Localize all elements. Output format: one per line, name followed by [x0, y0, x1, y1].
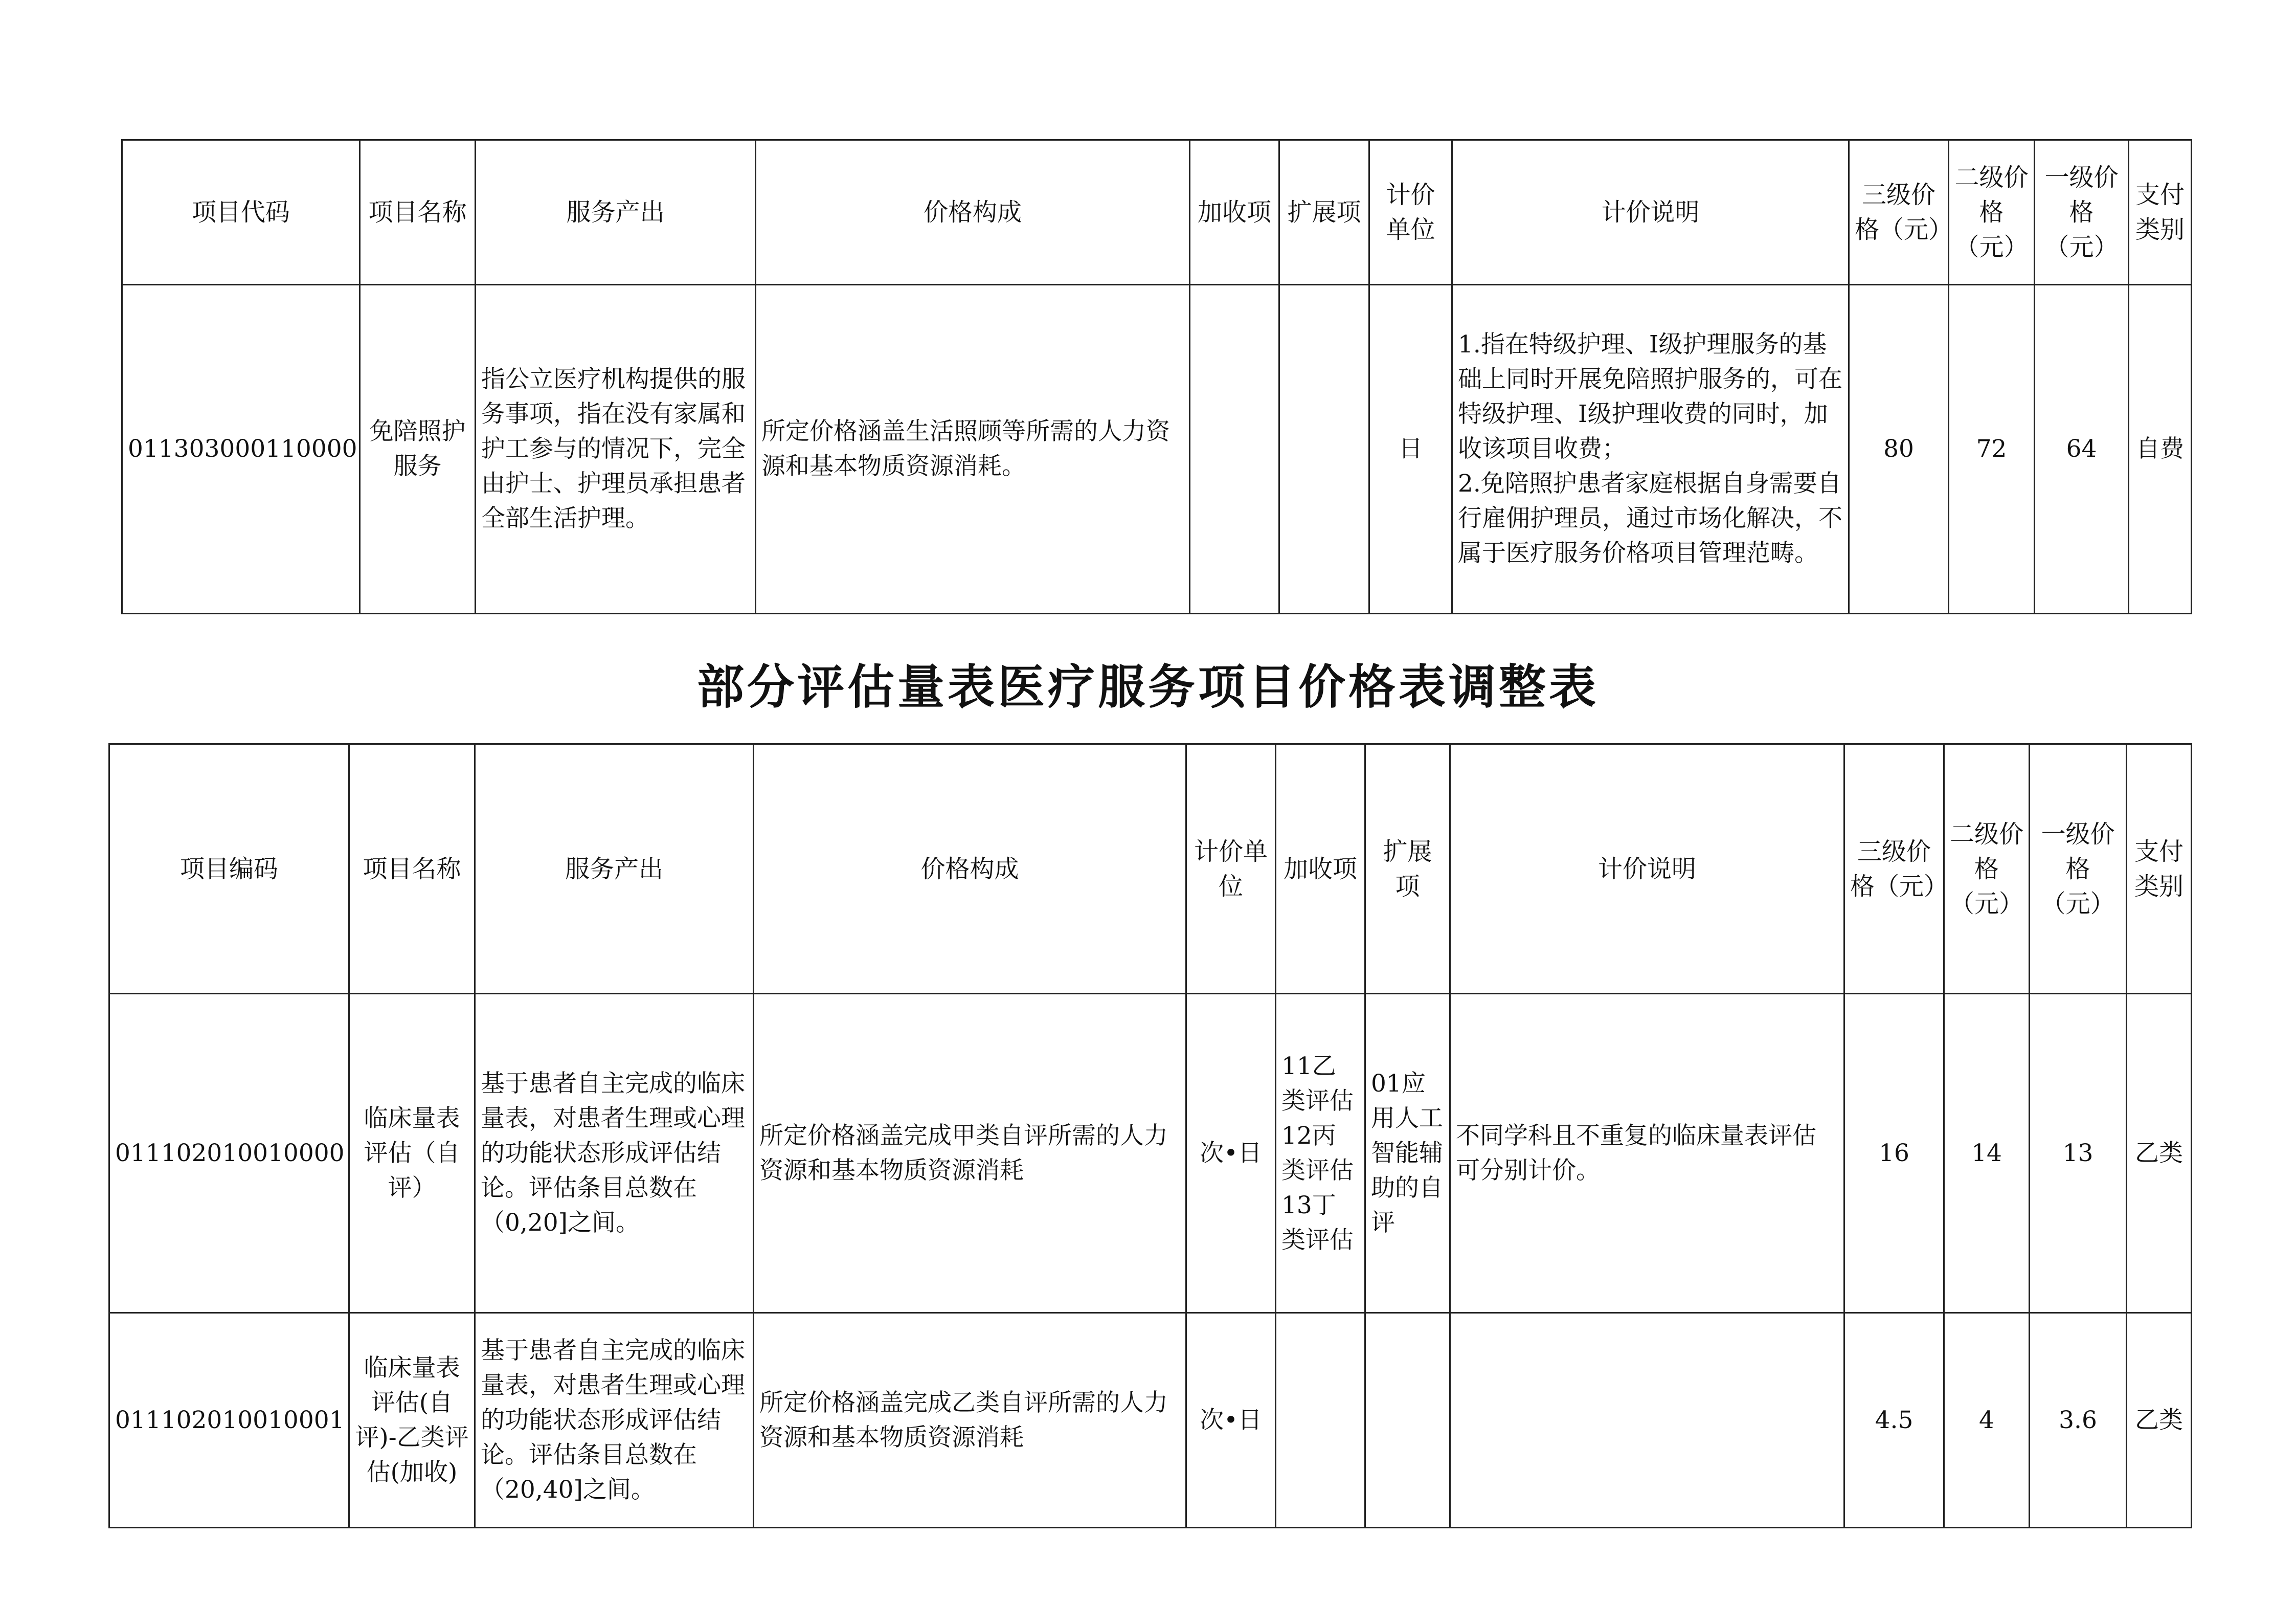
payment-category-cell: 乙类: [2127, 994, 2192, 1313]
table-header-row: [122, 140, 2192, 285]
header-cell: 价格构成: [756, 140, 1190, 285]
table-row: [122, 285, 2192, 614]
header-cell: 计价说明: [1450, 744, 1844, 994]
pricing-unit-cell: 日: [1369, 285, 1452, 614]
extension-cell: [1279, 285, 1369, 614]
service-output-cell: 基于患者自主完成的临床量表，对患者生理或心理的功能状态形成评估结论。评估条目总数在（20,40]之间。: [475, 1313, 754, 1528]
pricing-notes-cell: 不同学科且不重复的临床量表评估可分别计价。: [1450, 994, 1844, 1313]
header-cell: 计价说明: [1452, 140, 1849, 285]
header-cell: 三级价格（元）: [1849, 140, 1949, 285]
header-cell: 加收项: [1190, 140, 1279, 285]
header-cell: 支付类别: [2129, 140, 2192, 285]
header-cell: 二级价格（元）: [1949, 140, 2035, 285]
header-cell: 计价单位: [1369, 140, 1452, 285]
pricing-unit-cell: 次•日: [1186, 994, 1276, 1313]
price-composition-cell: 所定价格涵盖生活照顾等所需的人力资源和基本物质资源消耗。: [756, 285, 1190, 614]
header-cell: 一级价格（元）: [2035, 140, 2129, 285]
extension-cell: 01应用人工智能辅助的自评: [1365, 994, 1450, 1313]
price-level1-cell: 3.6: [2030, 1313, 2127, 1528]
price-level2-cell: 72: [1949, 285, 2035, 614]
nursing-price-table: [121, 139, 2192, 614]
item-code-cell: 011102010010000: [109, 994, 349, 1313]
surcharge-cell: 11乙类评估12丙类评估13丁类评估: [1276, 994, 1365, 1313]
header-cell: 加收项: [1276, 744, 1365, 994]
price-level3-cell: 80: [1849, 285, 1949, 614]
table-row: [109, 994, 2192, 1313]
price-level3-cell: 4.5: [1844, 1313, 1944, 1528]
item-name-cell: 临床量表评估（自评）: [349, 994, 475, 1313]
price-composition-cell: 所定价格涵盖完成乙类自评所需的人力资源和基本物质资源消耗: [754, 1313, 1186, 1528]
header-cell: 服务产出: [476, 140, 756, 285]
surcharge-cell: [1190, 285, 1279, 614]
header-cell: 扩展项: [1279, 140, 1369, 285]
pricing-notes-cell: [1450, 1313, 1844, 1528]
price-composition-cell: 所定价格涵盖完成甲类自评所需的人力资源和基本物质资源消耗: [754, 994, 1186, 1313]
header-cell: 支付类别: [2127, 744, 2192, 994]
surcharge-cell: [1276, 1313, 1365, 1528]
item-code-cell: 011303000110000: [122, 285, 360, 614]
table-header-row: [109, 744, 2192, 994]
assessment-price-table: [108, 743, 2192, 1528]
payment-category-cell: 乙类: [2127, 1313, 2192, 1528]
header-cell: 计价单位: [1186, 744, 1276, 994]
item-code-cell: 011102010010001: [109, 1313, 349, 1528]
section-title: 部分评估量表医疗服务项目价格表调整表: [696, 660, 1599, 715]
header-cell: 服务产出: [475, 744, 754, 994]
header-cell: 一级价格（元）: [2030, 744, 2127, 994]
item-name-cell: 临床量表评估(自评)-乙类评估(加收): [349, 1313, 475, 1528]
header-cell: 项目名称: [349, 744, 475, 994]
extension-cell: [1365, 1313, 1450, 1528]
price-level1-cell: 64: [2035, 285, 2129, 614]
header-cell: 扩展项: [1365, 744, 1450, 994]
payment-category-cell: 自费: [2129, 285, 2192, 614]
header-cell: 项目代码: [122, 140, 360, 285]
header-cell: 二级价格（元）: [1944, 744, 2030, 994]
pricing-unit-cell: 次•日: [1186, 1313, 1276, 1528]
price-level2-cell: 14: [1944, 994, 2030, 1313]
price-level2-cell: 4: [1944, 1313, 2030, 1528]
table-row: [109, 1313, 2192, 1528]
price-level3-cell: 16: [1844, 994, 1944, 1313]
header-cell: 项目名称: [360, 140, 476, 285]
item-name-cell: 免陪照护服务: [360, 285, 476, 614]
header-cell: 价格构成: [754, 744, 1186, 994]
header-cell: 三级价格（元）: [1844, 744, 1944, 994]
header-cell: 项目编码: [109, 744, 349, 994]
pricing-notes-cell: 1.指在特级护理、I级护理服务的基础上同时开展免陪照护服务的，可在特级护理、I级护理收费的同时，加收该项目收费； 2.免陪照护患者家庭根据自身需要自行雇佣护理员，通过市场化解决，不属于医疗服务价格项目管理范畴。: [1452, 285, 1849, 614]
service-output-cell: 指公立医疗机构提供的服务事项，指在没有家属和护工参与的情况下，完全由护士、护理员承担患者全部生活护理。: [476, 285, 756, 614]
service-output-cell: 基于患者自主完成的临床量表，对患者生理或心理的功能状态形成评估结论。评估条目总数在（0,20]之间。: [475, 994, 754, 1313]
price-level1-cell: 13: [2030, 994, 2127, 1313]
